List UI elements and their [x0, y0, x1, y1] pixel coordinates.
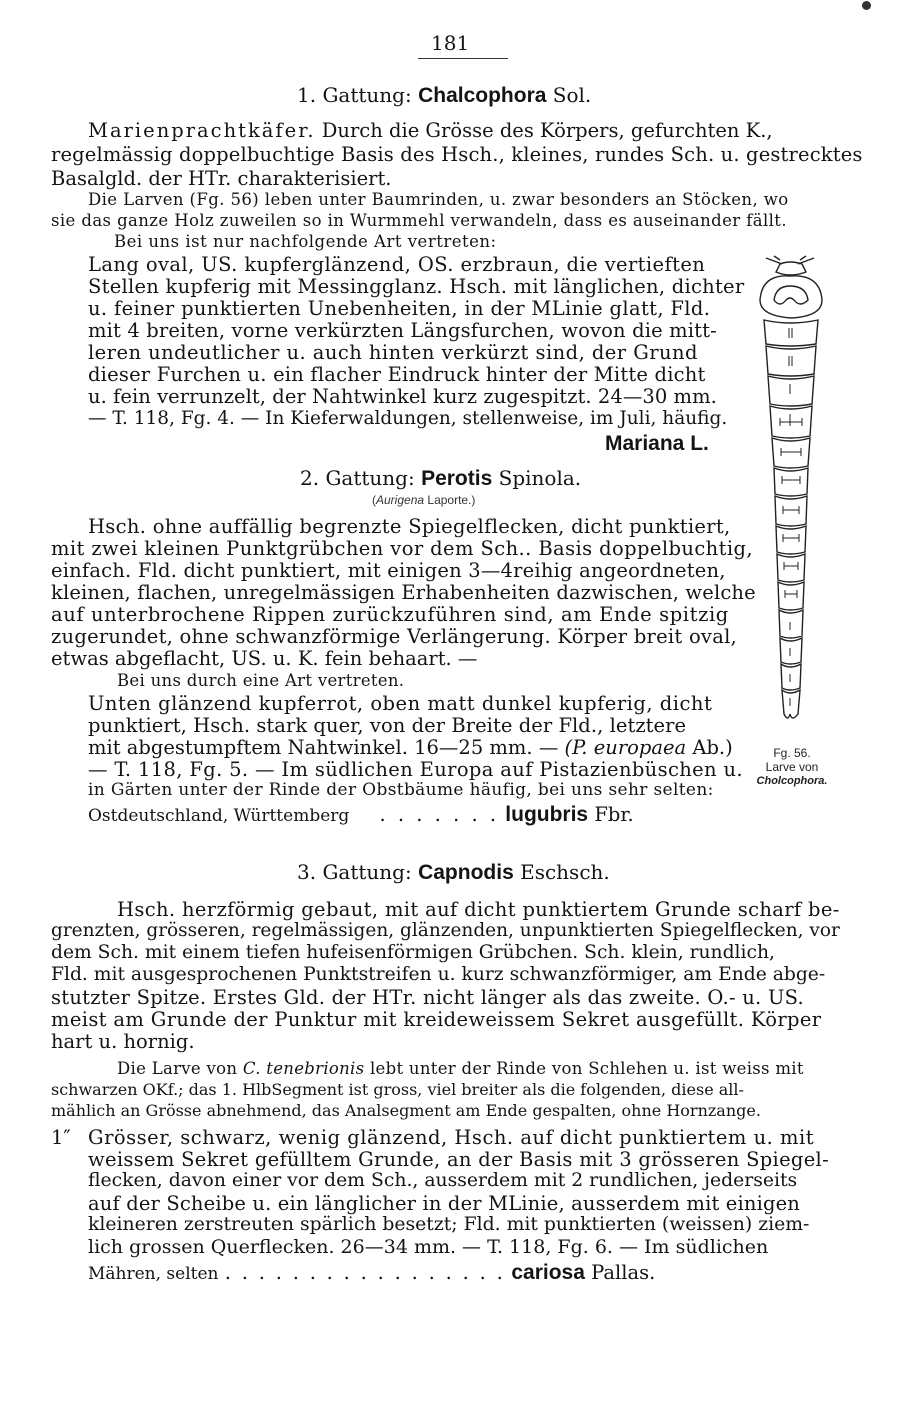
species-description-line: Lang oval, US. kupferglänzend, OS. erzbraun, die vertieften [88, 253, 706, 276]
figure-label: Fg. 56. [773, 746, 811, 760]
larva-segment [776, 526, 806, 554]
genus-heading-perotis [300, 468, 581, 489]
genus-author: Sol. [552, 83, 592, 107]
species-author: Fbr. [594, 803, 634, 826]
synonym-ref-close: Ab.) [692, 736, 733, 759]
key-line: auf der Scheibe u. ein länglicher in der MLinie, ausserdem mit einigen [88, 1192, 800, 1215]
genus-description-line: auf unterbrochene Rippen zurückzuführen sind, am Ende spitzig [51, 603, 729, 626]
genus-author: Eschsch. [520, 860, 610, 884]
genus-number-label: 2. Gattung: [300, 466, 415, 490]
species-description-line: u. feiner punktierten Unebenheiten, in der MLinie glatt, Fld. [88, 297, 711, 320]
genus-description-line: stutzter Spitze. Erstes Gld. der HTr. nicht länger als das zweite. O.- u. US. [51, 986, 805, 1009]
genus-description-line: etwas abgeflacht, US. u. K. fein behaart. — [51, 647, 478, 670]
genus-description-line: kleinen, flachen, unregelmässigen Erhabenheiten dazwischen, welche [51, 581, 756, 604]
species-description-line: dieser Furchen u. ein flacher Eindruck hinter der Mitte dicht [88, 363, 706, 386]
larva-segment [774, 468, 808, 496]
synonym-author: Laporte.) [427, 493, 476, 507]
larva-segment [779, 610, 803, 638]
figure-caption-genus: Cholcophora. [756, 774, 828, 787]
note-line: Bei uns durch eine Art vertreten. [117, 671, 405, 690]
larvae-note-line: Bei uns ist nur nachfolgende Art vertreten: [114, 232, 497, 251]
genus-number-label: 3. Gattung: [297, 860, 412, 884]
figure-caption [742, 747, 842, 787]
genus-description-line [88, 121, 773, 141]
species-description-line: Unten glänzend kupferrot, oben matt dunkel kupferig, dicht [88, 692, 713, 715]
genus-name: Perotis [421, 467, 493, 490]
genus-description-line: hart u. hornig. [51, 1030, 195, 1053]
key-line: Grösser, schwarz, wenig glänzend, Hsch. auf dicht punktiertem u. mit [88, 1126, 815, 1149]
larva-anal-segment [782, 690, 800, 718]
horseshoe-mark [774, 286, 808, 304]
species-name-mariana: Mariana L. [605, 432, 709, 455]
antenna [774, 256, 806, 260]
species-text: mit abgestumpftem Nahtwinkel. 16—25 mm. — [88, 736, 559, 759]
larva-note-line: mählich an Grösse abnehmend, das Analsegment am Ende gespalten, ohne Hornzange. [51, 1101, 761, 1120]
key-line: flecken, davon einer vor dem Sch., ausserdem mit 2 rundlichen, jederseits [88, 1170, 798, 1191]
key-line: kleineren zerstreuten spärlich besetzt; Fld. mit punktierten (weissen) ziem- [88, 1214, 810, 1235]
synonym-ref-open: (P. [564, 736, 588, 759]
genus-description-line: regelmässig doppelbuchtige Basis des Hsch., kleines, rundes Sch. u. gestrecktes [51, 143, 863, 166]
larva-note-text: Die Larve von [117, 1059, 238, 1078]
page-number: 181 [431, 31, 470, 55]
species-description-line: — T. 118, Fg. 4. — In Kieferwaldungen, stellenweise, im Juli, häufig. [88, 408, 728, 429]
synonym-open: ( [372, 493, 376, 507]
species-name-cariosa: cariosa [511, 1261, 585, 1284]
larva-note-line [117, 1061, 804, 1078]
larva-segment [775, 496, 807, 526]
genus-heading-capnodis [297, 862, 610, 883]
species-final-line [88, 1262, 655, 1283]
larva-segment [772, 438, 810, 468]
larvae-note-line: Die Larven (Fg. 56) leben unter Baumrinden, u. zwar besonders an Stöcken, wo [88, 190, 789, 209]
larvae-note-line: sie das ganze Holz zuweilen so in Wurmmehl verwandeln, dass es auseinander fällt. [51, 211, 787, 230]
segment-marks [780, 328, 802, 706]
genus-name: Chalcophora [418, 84, 547, 107]
genus-synonym [372, 494, 475, 506]
species-description-line: — T. 118, Fg. 5. — Im südlichen Europa auf Pistazienbüschen u. [88, 758, 743, 781]
genus-description-line: dem Sch. mit einem tiefen hufeisenförmigen Grübchen. Sch. klein, rundlich, [51, 942, 775, 963]
larva-note-text: lebt unter der Rinde von Schlehen u. ist weiss mit [369, 1059, 804, 1078]
larva-segment [768, 376, 814, 406]
larva-head [776, 262, 806, 275]
species-description-line: leren undeutlicher u. auch hinten verkürzt sind, der Grund [88, 341, 698, 364]
species-description-line: mit 4 breiten, vorne verkürzten Längsfurchen, wovon die mitt- [88, 319, 717, 342]
figure-caption-text: Larve von [765, 759, 819, 774]
key-line: lich grossen Querflecken. 26—34 mm. — T. 118, Fg. 6. — Im südlichen [88, 1236, 769, 1258]
larva-segment [781, 664, 801, 690]
antenna [766, 258, 814, 264]
genus-number-label: 1. Gattung: [297, 83, 412, 107]
header-rule [418, 58, 508, 59]
scan-spot [862, 1, 871, 10]
larva-segment [766, 346, 816, 376]
genus-description-line: Fld. mit ausgesprochenen Punktstreifen u. kurz schwanzförmiger, am Ende abge- [51, 964, 826, 985]
key-line: weissem Sekret gefülltem Grunde, an der Basis mit 3 grösseren Spiegel- [88, 1148, 829, 1171]
genus-name: Capnodis [418, 861, 514, 884]
species-description-line [88, 738, 733, 758]
locality: Mähren, selten [88, 1264, 219, 1284]
species-description-line: in Gärten unter der Rinde der Obstbäume häufig, bei uns sehr selten: [88, 780, 714, 800]
larva-segment [777, 554, 805, 582]
dot-leader: . . . . . . . . . . . . . . . . . [224, 1261, 506, 1284]
genus-description-line: Basalgld. der HTr. charakterisiert. [51, 167, 392, 190]
synonym-name: Aurigena [376, 493, 425, 507]
species-author: Pallas. [591, 1261, 656, 1284]
synonym-ref [565, 736, 733, 759]
genus-description-line: Hsch. ohne auffällig begrenzte Spiegelflecken, dicht punktiert, [88, 515, 731, 538]
species-name-lugubris: lugubris [505, 803, 589, 826]
species-description-line: u. fein verrunzelt, der Nahtwinkel kurz zugespitzt. 24—30 mm. [88, 385, 717, 408]
genus-heading-chalcophora [297, 85, 591, 106]
species-description-line: Stellen kupferig mit Messingglanz. Hsch. mit länglichen, dichter [88, 275, 745, 298]
genus-description-line: meist am Grunde der Punktur mit kreideweissem Sekret ausgefüllt. Körper [51, 1008, 822, 1031]
synonym-ref-name: europaea [593, 736, 687, 759]
genus-description-line: grenzten, grösseren, regelmässigen, glänzenden, unpunktierten Spiegelflecken, vor [51, 920, 840, 941]
species-final-line [88, 804, 634, 825]
species-description-line: punktiert, Hsch. stark quer, von der Breite der Fld., letztere [88, 714, 687, 737]
larva-figure [752, 252, 832, 752]
locality: Ostdeutschland, Württemberg [88, 806, 350, 826]
larva-segment [780, 638, 802, 664]
larva-species: C. tenebrionis [242, 1059, 365, 1078]
common-name: Marienprachtkäfer. [88, 119, 316, 142]
genus-description-line: mit zwei kleinen Punktgrübchen vor dem Sch.. Basis doppelbuchtig, [51, 537, 753, 560]
genus-author: Spinola. [498, 466, 582, 490]
genus-description-line: einfach. Fld. dicht punktiert, mit einigen 3—4reihig angeordneten, [51, 559, 726, 582]
genus-description-line: zugerundet, ohne schwanzförmige Verlängerung. Körper breit oval, [51, 625, 738, 648]
desc-text: Durch die Grösse des Körpers, gefurchten K., [321, 119, 773, 142]
larva-note-line: schwarzen OKf.; das 1. HlbSegment ist gross, viel breiter als die folgenden, diese all- [51, 1080, 744, 1099]
genus-description-line: Hsch. herzförmig gebaut, mit auf dicht punktiertem Grunde scharf be- [117, 898, 840, 921]
key-mark: 1″ [51, 1126, 71, 1149]
larva-segment [764, 320, 818, 346]
larva-first-segment [760, 276, 822, 318]
dot-leader: . . . . . . . [379, 803, 500, 826]
larva-segment [778, 582, 804, 610]
